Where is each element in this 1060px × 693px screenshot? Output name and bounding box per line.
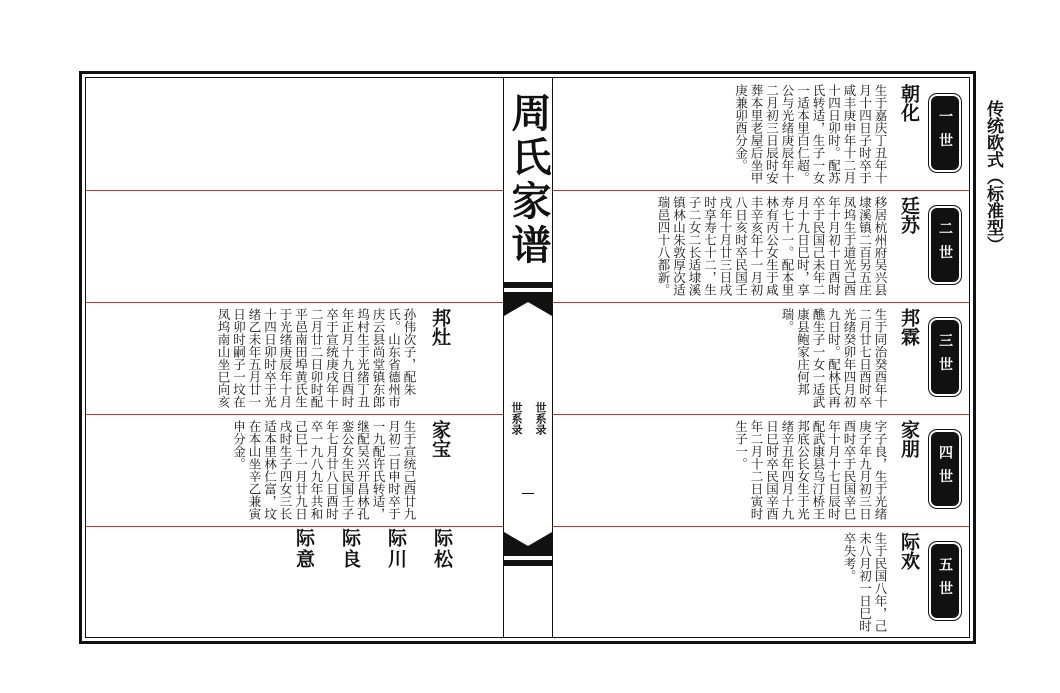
person-bio: 生于民国八年，己未八月初一日巳时卒失考。 bbox=[842, 532, 888, 632]
generation-badge-4: 四世 bbox=[931, 432, 959, 506]
person-name: 朝化 bbox=[898, 84, 920, 122]
fishtail-top-icon bbox=[504, 292, 552, 316]
person-name: 际欢 bbox=[898, 532, 920, 570]
child-name: 际良 bbox=[339, 528, 361, 570]
generation-badge-2: 二世 bbox=[931, 208, 959, 282]
child-name: 际松 bbox=[431, 528, 453, 570]
spine-band-bottom bbox=[504, 560, 552, 566]
generation-badge-5: 五世 bbox=[931, 544, 959, 618]
person-name: 家宝 bbox=[429, 420, 451, 458]
generation-badge-3: 三世 bbox=[931, 320, 959, 394]
person-name: 廷苏 bbox=[898, 196, 920, 234]
layout-style-label: 传统欧式（标准型） bbox=[983, 100, 1003, 253]
person-name: 邦霖 bbox=[898, 308, 920, 346]
spine-band-top bbox=[504, 282, 552, 288]
person-bio: 字子良，生于光绪庚子年九月初三日酉时卒于民国辛巳年十月十七日辰时配武康县乌汀桥王邦底公长女生于光绪辛丑年四月十九日巳时卒民国辛酉年二月十二日寅时生子一。 bbox=[733, 420, 888, 520]
page-number bbox=[522, 493, 534, 494]
child-name: 际川 bbox=[385, 528, 407, 570]
person-bio: 生于宣统己酉廿九月初二日申时卒于一九配许氏转适，继配吴兴开昌林孔銮公女生民国壬子年七月廿八日酉时卒一九八九年共和己巳十一月廿九日戌时生子四女三长适本里林仁富，坟在本山坐辛乙兼寅申分金。 bbox=[231, 420, 417, 520]
person-bio: 移居杭州府吴兴县埭溪镇二百另五庄凤坞生于道光己酉年十月初十日酉时卒于民国己未年二月十九日巳时，享寿七十一。配本里林有丙公女生于咸丰辛亥年十一月初八日亥时卒民国壬戌年十月廿三日戌时享寿七十二，生子二女二长适埭溪镇林山朱敦厚次适瑞邑四十八都新。 bbox=[656, 196, 888, 296]
person-name: 邦灶 bbox=[429, 308, 451, 346]
person-bio: 孙伟次子，配朱氏。山东省德州市庆云县尚堂镇东郎坞村生于光绪丁丑年正月十九日酉时卒于宣统庚戌年十二月廿二日卯时配平邑南田埠黄氏生于光绪庚辰年十月十四日卯时卒于光绪乙未年五月廿一日卯时嗣子一坟在凤坞南山坐巳向亥 bbox=[216, 308, 417, 408]
generation-badge-1: 一世 bbox=[931, 96, 959, 170]
child-name: 际意 bbox=[293, 528, 315, 570]
person-bio: 生于同治癸酉年十二月廿七日酉时卒光绪癸卯年四月初九日时。配林氏再醮生子一女一适武康县鲍家庄何邦瑞。 bbox=[780, 308, 888, 408]
person-bio: 生于嘉庆丁丑年十月十四日子时卒于咸丰庚申年十二月十四日卯时。配苏氏转适，生子一女一适本里白仁超。公与光绪庚辰年十二月初三日辰时安葬本里老屋后坐甲庚兼卯酉分金。 bbox=[733, 84, 888, 184]
person-name: 家朋 bbox=[898, 420, 920, 458]
genealogy-title: 周氏家谱 bbox=[505, 92, 552, 268]
spine-subtitle-left: 世系录 bbox=[510, 402, 523, 435]
fishtail-bottom-icon bbox=[504, 532, 552, 556]
spine-subtitle-right: 世系录 bbox=[534, 402, 547, 435]
